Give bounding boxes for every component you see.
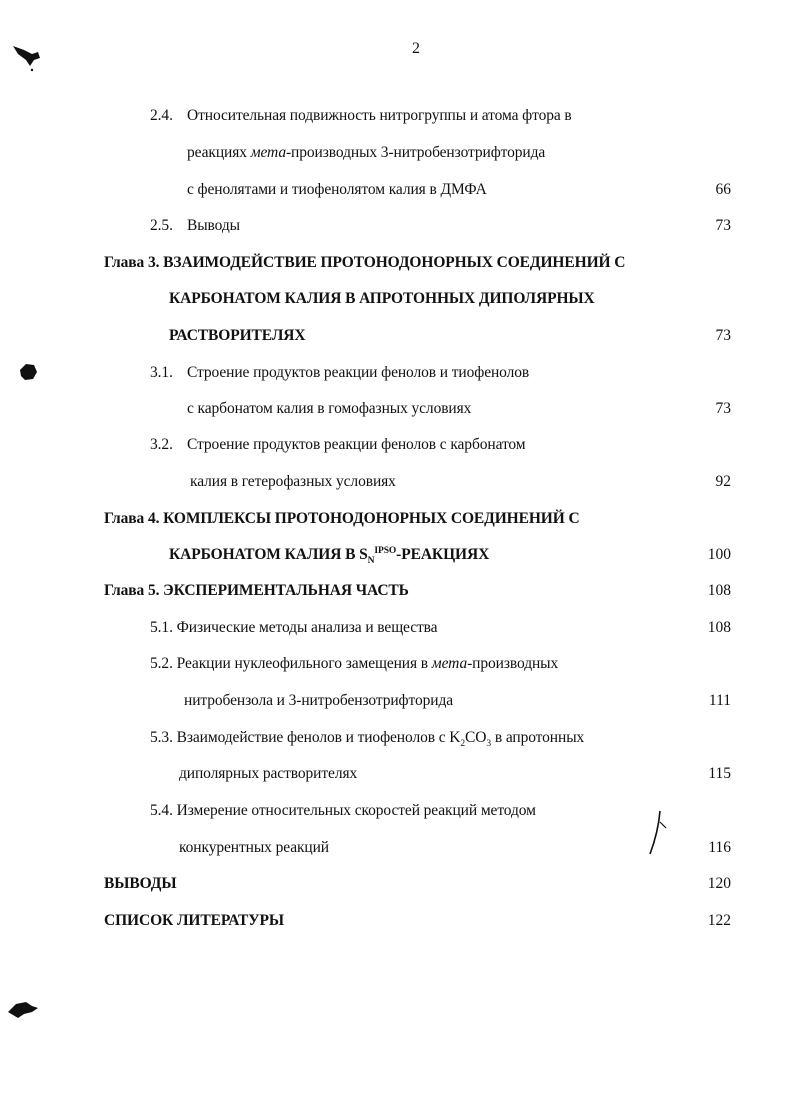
toc-page-number: 73 — [715, 400, 731, 417]
toc-entry-5-3-line2: диполярных растворителях — [179, 765, 358, 782]
toc-entry-3-1-line2: с карбонатом калия в гомофазных условиях — [187, 400, 472, 417]
toc-entry-text: Относительная подвижность нитрогруппы и атома фтора в — [187, 107, 572, 124]
toc-page-number: 73 — [715, 327, 731, 344]
toc-page-number: 66 — [715, 181, 731, 198]
toc-superscript: IPSO — [374, 545, 397, 556]
toc-entry-2-5-line1 — [150, 216, 240, 236]
toc-entry-3-2-line1 — [150, 435, 526, 455]
toc-entry-5-2-line1 — [150, 654, 558, 674]
toc-entry-number: 3.1. — [150, 364, 173, 381]
ink-smudge-left — [16, 360, 40, 384]
toc-chapter-4-line1: Глава 4. КОМПЛЕКСЫ ПРОТОНОДОНОРНЫХ СОЕДИНЕНИЙ С — [104, 510, 580, 527]
toc-chapter-3-line1: Глава 3. ВЗАИМОДЕЙСТВИЕ ПРОТОНОДОНОРНЫХ СОЕДИНЕНИЙ С — [104, 254, 626, 271]
toc-page-number: 111 — [708, 692, 731, 709]
toc-entry-text: Выводы — [187, 217, 240, 234]
toc-entry-5-4-line1: 5.4. Измерение относительных скоростей реакций методом — [150, 802, 536, 819]
toc-text: CO — [465, 729, 487, 746]
toc-entry-5-2-line2: нитробензола и 3-нитробензотрифторида — [184, 692, 454, 709]
toc-page-number: 120 — [707, 875, 731, 892]
toc-subscript: 3 — [486, 739, 492, 750]
toc-entry-number: 2.5. — [150, 217, 173, 234]
toc-text-italic: мета — [431, 655, 468, 672]
toc-text-italic: мета — [250, 144, 286, 161]
toc-page-number: 73 — [715, 217, 731, 234]
toc-page-number: 116 — [708, 839, 731, 856]
toc-text: -производных 3-нитробензотрифторида — [286, 144, 546, 161]
page-number: 2 — [412, 40, 420, 57]
toc-conclusions: ВЫВОДЫ — [104, 875, 177, 892]
toc-entry-3-2-line2: калия в гетерофазных условиях — [190, 473, 396, 490]
toc-entry-5-1-line1: 5.1. Физические методы анализа и вещества — [150, 619, 438, 636]
toc-page-number: 92 — [715, 473, 731, 490]
toc-entry-number: 2.4. — [150, 107, 173, 124]
toc-page-number: 108 — [707, 619, 731, 636]
toc-text: 5.2. Реакции нуклеофильного замещения в — [150, 655, 432, 672]
toc-chapter-3-line3: РАСТВОРИТЕЛЯХ — [169, 327, 306, 344]
toc-entry-3-1-line1 — [150, 363, 529, 383]
toc-entry-2-4-line2 — [187, 143, 545, 163]
pen-mark — [640, 808, 674, 860]
toc-page-number: 122 — [707, 912, 731, 929]
toc-text: в апротонных — [491, 729, 585, 746]
toc-text: -производных — [467, 655, 559, 672]
toc-text: 5.3. Взаимодействие фенолов и тиофенолов с K — [150, 729, 461, 746]
toc-page-number: 100 — [707, 546, 731, 563]
toc-text: -РЕАКЦИЯХ — [396, 546, 490, 563]
ink-smudge-top-left — [10, 42, 44, 76]
toc-entry-2-4-line3: с фенолятами и тиофенолятом калия в ДМФА — [187, 181, 487, 198]
toc-chapter-5-line1: Глава 5. ЭКСПЕРИМЕНТАЛЬНАЯ ЧАСТЬ — [104, 582, 409, 599]
toc-page-number: 115 — [708, 765, 731, 782]
toc-entry-text: Строение продуктов реакции фенолов и тиофенолов — [187, 364, 530, 381]
toc-entry-number: 3.2. — [150, 436, 173, 453]
toc-subscript: 2 — [460, 739, 466, 750]
toc-text: КАРБОНАТОМ КАЛИЯ В S — [169, 546, 368, 563]
toc-chapter-4-line2 — [169, 545, 489, 565]
ink-smudge-bottom-left — [6, 996, 42, 1022]
toc-text: реакциях — [187, 144, 251, 161]
toc-page-number: 108 — [707, 582, 731, 599]
toc-entry-text: Строение продуктов реакции фенолов с карбонатом — [187, 436, 526, 453]
toc-subscript: N — [367, 556, 375, 567]
toc-entry-2-4-line1 — [150, 106, 572, 126]
toc-chapter-3-line2: КАРБОНАТОМ КАЛИЯ В АПРОТОННЫХ ДИПОЛЯРНЫХ — [169, 290, 595, 307]
toc-entry-5-4-line2: конкурентных реакций — [179, 839, 329, 856]
toc-references: СПИСОК ЛИТЕРАТУРЫ — [104, 912, 284, 929]
toc-entry-5-3-line1 — [150, 728, 584, 748]
